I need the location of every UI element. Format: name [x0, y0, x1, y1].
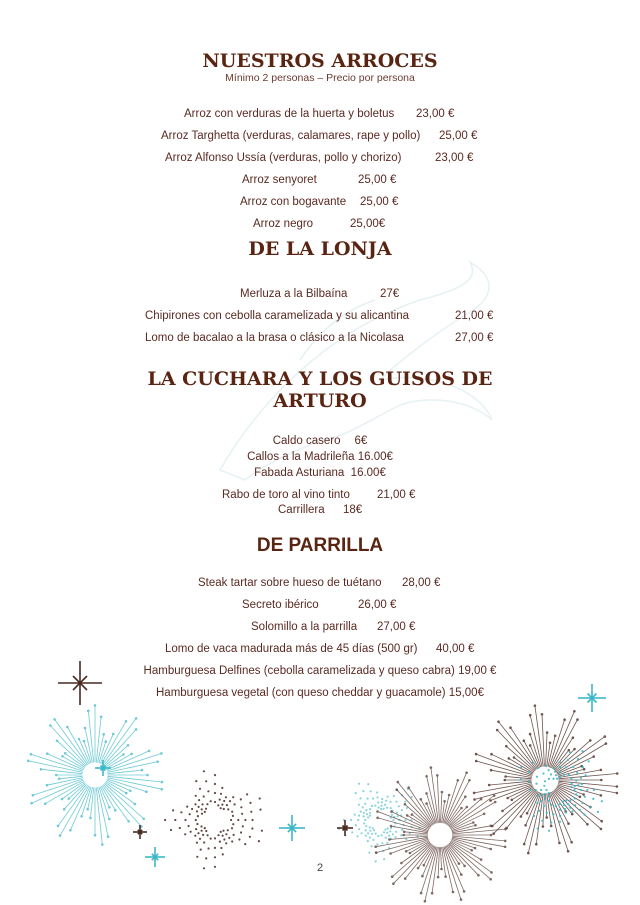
- item-price: 16.00€: [350, 467, 386, 479]
- arroces-subtitle: Mínimo 2 personas – Precio por persona: [225, 72, 415, 84]
- menu-item: [253, 218, 386, 230]
- item-name: Merluza a la Bilbaína: [240, 288, 348, 300]
- item-price: 25,00€: [350, 218, 386, 230]
- firework-burst-icon: [164, 770, 263, 869]
- menu-item: [165, 152, 474, 164]
- menu-item: [0, 467, 640, 479]
- item-price: 23,00 €: [416, 108, 455, 120]
- item-name: Arroz negro: [253, 218, 314, 230]
- item-price: 27,00 €: [455, 332, 494, 344]
- lonja-title: DE LA LONJA: [248, 238, 392, 260]
- item-price: 27,00 €: [377, 621, 416, 633]
- item-price: 19,00 €: [458, 665, 497, 677]
- firework-burst-icon: [473, 704, 619, 854]
- menu-item: [145, 332, 494, 344]
- item-name: Steak tartar sobre hueso de tuétano: [198, 577, 382, 589]
- menu-item: [0, 687, 640, 699]
- item-price: 21,00 €: [455, 310, 494, 322]
- menu-item: [278, 504, 363, 516]
- item-price: 25,00 €: [360, 196, 399, 208]
- item-name: Caldo casero: [272, 435, 341, 447]
- menu-item: [0, 435, 640, 447]
- menu-item: [0, 665, 640, 677]
- item-price: 40,00 €: [436, 643, 475, 655]
- menu-item: [251, 621, 416, 633]
- item-name: Hamburguesa vegetal (con queso cheddar y guacamole): [156, 687, 446, 699]
- item-name: Arroz con verduras de la huerta y boletus: [184, 108, 395, 120]
- page-number: 2: [316, 862, 324, 874]
- item-price: 28,00 €: [402, 577, 441, 589]
- item-price: 18€: [343, 504, 363, 516]
- item-name: Fabada Asturiana: [254, 467, 345, 479]
- menu-item: [222, 489, 416, 501]
- item-price: 16.00€: [357, 451, 393, 463]
- firework-burst-icon: [374, 766, 506, 902]
- item-name: Arroz senyoret: [242, 174, 317, 186]
- item-price: 25,00 €: [358, 174, 397, 186]
- item-price: 6€: [354, 435, 368, 447]
- menu-item: [240, 196, 399, 208]
- item-name: Chipirones con cebolla caramelizada y su alicantina: [145, 310, 410, 322]
- menu-item: [240, 288, 400, 300]
- item-price: 27€: [380, 288, 400, 300]
- item-price: 26,00 €: [358, 599, 397, 611]
- sparkle-star-icon: [337, 820, 353, 836]
- item-price: 25,00 €: [439, 130, 478, 142]
- arroces-title: NUESTROS ARROCES: [202, 50, 438, 72]
- item-name: Lomo de vaca madurada más de 45 días (500 gr): [165, 643, 418, 655]
- menu-item: [0, 451, 640, 463]
- menu-item: [198, 577, 441, 589]
- item-price: 15,00€: [448, 687, 484, 699]
- item-name: Carrillera: [278, 504, 325, 516]
- item-price: 23,00 €: [435, 152, 474, 164]
- sparkle-star-icon: [279, 815, 305, 841]
- item-name: Rabo de toro al vino tinto: [222, 489, 350, 501]
- item-name: Hamburguesa Delfines (cebolla caramelizada y queso cabra): [143, 665, 455, 677]
- item-name: Arroz Alfonso Ussía (verduras, pollo y chorizo): [165, 152, 402, 164]
- menu-item: [242, 174, 397, 186]
- firework-burst-icon: [27, 704, 163, 846]
- item-name: Arroz Targhetta (verduras, calamares, rape y pollo): [161, 130, 421, 142]
- cuchara-title-line1: LA CUCHARA Y LOS GUISOS DE: [147, 368, 493, 390]
- item-name: Callos a la Madrileña: [247, 451, 355, 463]
- item-name: Arroz con bogavante: [240, 196, 347, 208]
- menu-item: [165, 643, 475, 655]
- parrilla-title: DE PARRILLA: [256, 535, 384, 556]
- menu-item: [145, 310, 494, 322]
- menu-item: [184, 108, 455, 120]
- item-name: Solomillo a la parrilla: [251, 621, 358, 633]
- item-name: Lomo de bacalao a la brasa o clásico a la Nicolasa: [145, 332, 404, 344]
- sparkle-star-icon: [133, 825, 147, 839]
- menu-item: [242, 599, 397, 611]
- item-name: Secreto ibérico: [242, 599, 319, 611]
- item-price: 21,00 €: [377, 489, 416, 501]
- menu-item: [161, 130, 478, 142]
- cuchara-title-line2: ARTURO: [273, 390, 367, 412]
